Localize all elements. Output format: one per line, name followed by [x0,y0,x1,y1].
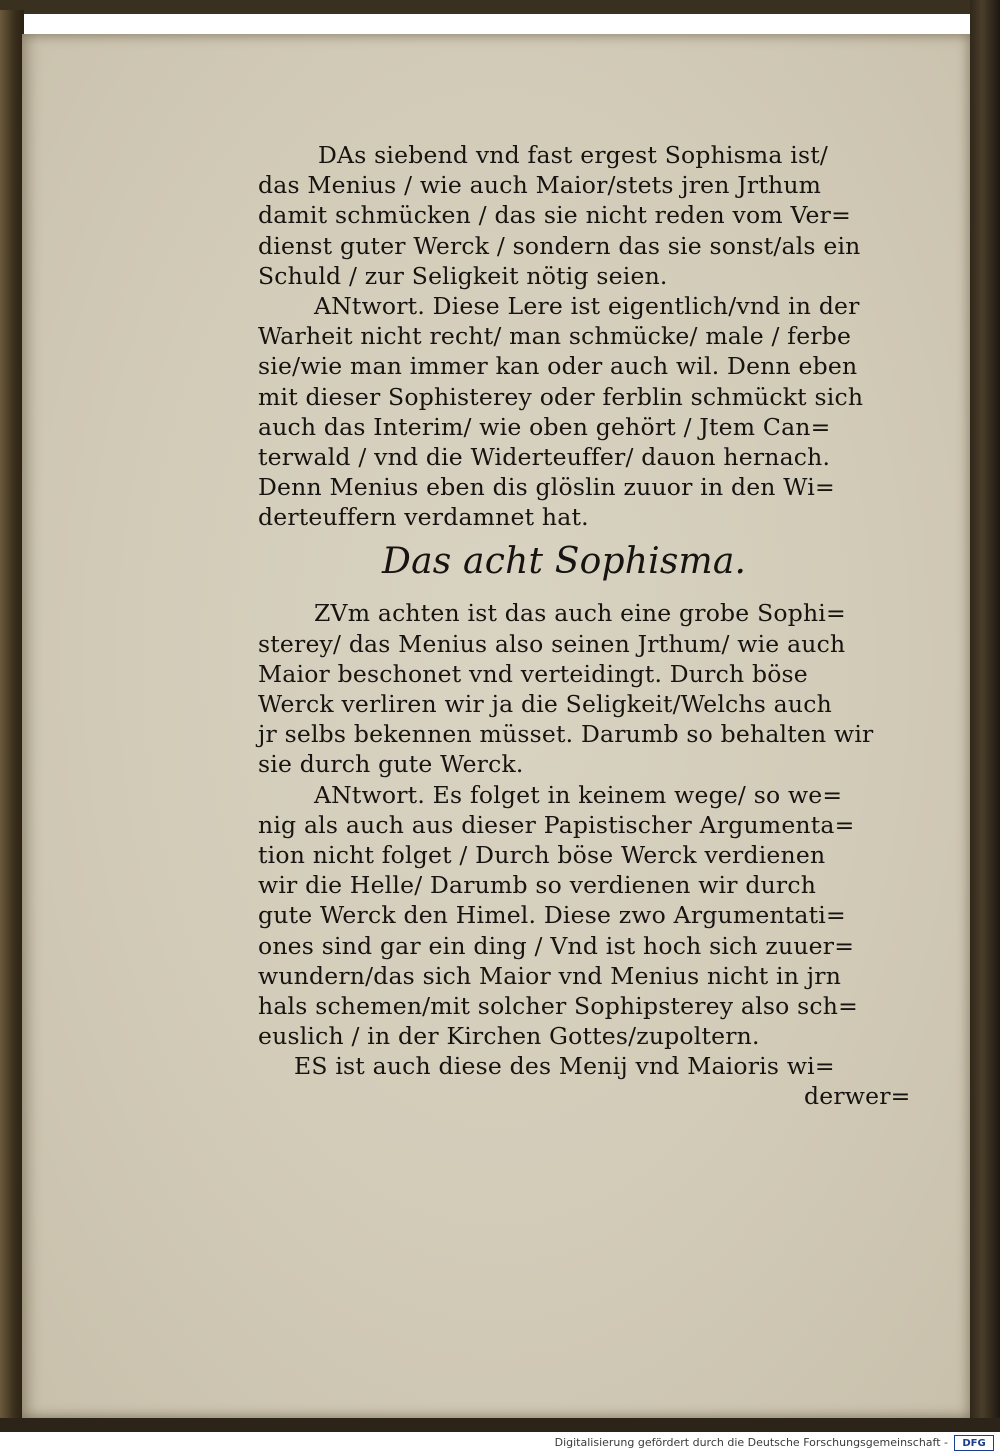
text-line: nig als auch aus dieser Papistischer Argumenta= [258,810,855,839]
book-page [22,34,970,1418]
text-line: ANtwort. Es folget in keinem wege/ so we= [314,780,843,809]
text-line: sie/wie man immer kan oder auch wil. Denn eben [258,352,858,381]
text-line: hals schemen/mit solcher Sophipsterey also sch= [258,991,858,1020]
text-line: Denn Menius eben dis glöslin zuuor in den Wi= [258,473,835,502]
text-line: tion nicht folget / Durch böse Werck verdienen [258,840,826,869]
text-line: ES ist auch diese des Menij vnd Maioris wi= [294,1052,835,1081]
text-line: das Menius / wie auch Maior/stets jren Jrthum [258,171,822,200]
text-line: DAs siebend vnd fast ergest Sophisma ist/ [318,141,828,169]
footer-bar [0,1432,1000,1455]
book-edge-bottom [0,1418,1000,1432]
text-line: ANtwort. Diese Lere ist eigentlich/vnd in der [314,291,860,320]
funding-credit: Digitalisierung gefördert durch die Deutsche Forschungsgemeinschaft - [554,1436,948,1449]
text-line: derteuffern verdamnet hat. [258,503,589,532]
text-line: jr selbs bekennen müsset. Darumb so behalten wir [258,720,874,749]
catchword: derwer= [804,1082,911,1111]
text-line: Werck verliren wir ja die Seligkeit/Welchs auch [258,690,832,718]
text-line: Warheit nicht recht/ man schmücke/ male / ferbe [258,322,852,351]
text-line: wundern/das sich Maior vnd Menius nicht in jrn [258,961,842,990]
text-line: ZVm achten ist das auch eine grobe Sophi= [314,599,846,628]
book-edge-top [0,0,1000,14]
text-line: gute Werck den Himel. Diese zwo Argumentati= [258,901,846,930]
dfg-logo-icon: DFG [954,1435,994,1451]
text-line: Maior beschonet vnd verteidingt. Durch böse [258,659,808,688]
section-heading: Das acht Sophisma. [382,541,747,583]
book-edge-left [0,10,24,1428]
text-line: ones sind gar ein ding / Vnd ist hoch sich zuuer= [258,931,855,960]
text-line: mit dieser Sophisterey oder ferblin schmückt sich [258,382,864,411]
text-line: sie durch gute Werck. [258,750,524,779]
book-edge-right [970,0,1000,1428]
text-line: Schuld / zur Seligkeit nötig seien. [258,261,668,290]
text-line: damit schmücken / das sie nicht reden vom Ver= [258,201,851,230]
text-line: dienst guter Werck / sondern das sie sonst/als ein [258,231,861,260]
text-line: sterey/ das Menius also seinen Jrthum/ wie auch [258,629,846,658]
text-line: auch das Interim/ wie oben gehört / Jtem Can= [258,412,831,441]
text-line: terwald / vnd die Widerteuffer/ dauon hernach. [258,442,831,471]
text-line: euslich / in der Kirchen Gottes/zupoltern. [258,1022,760,1051]
text-line: wir die Helle/ Darumb so verdienen wir durch [258,871,817,900]
page-text-block [258,140,958,1112]
